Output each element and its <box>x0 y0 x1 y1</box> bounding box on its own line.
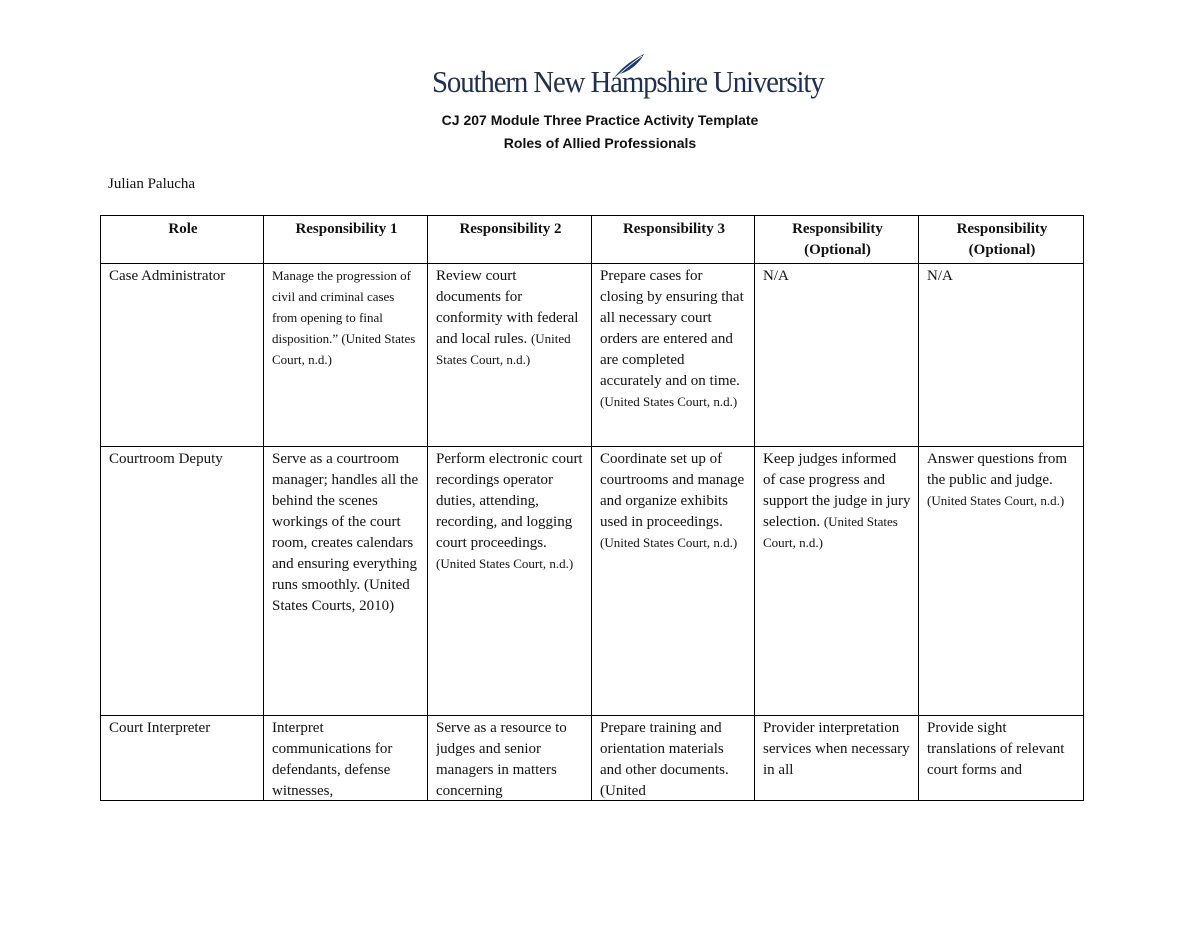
responsibility-cell <box>592 264 755 447</box>
document-title: CJ 207 Module Three Practice Activity Template <box>441 112 759 128</box>
cell-text: Interpret communications for defendants, defense witnesses, <box>272 720 393 798</box>
cell-citation: (United States Court, n.d.) <box>763 514 898 550</box>
cell-citation: (United States Court, n.d.) <box>600 535 738 550</box>
table-row <box>101 716 1084 801</box>
cell-citation: (United States Court, n.d.) <box>927 493 1065 508</box>
cell-text: Coordinate set up of courtrooms and manage and organize exhibits used in proceedings. <box>600 451 745 530</box>
role-cell: Case Administrator <box>101 264 264 447</box>
responsibility-cell <box>919 264 1084 447</box>
responsibility-cell <box>264 447 428 716</box>
feather-logo-icon <box>610 52 648 80</box>
header-responsibility-optional-1: Responsibility (Optional) <box>755 216 919 264</box>
cell-text: N/A <box>927 268 953 284</box>
header-responsibility-3: Responsibility 3 <box>592 216 755 264</box>
document-subtitle: Roles of Allied Professionals <box>503 135 697 151</box>
table-row <box>101 264 1084 447</box>
cell-text: Perform electronic court recordings operator duties, attending, recording, and logging court proceedings. <box>436 451 583 551</box>
cell-text: Serve as a resource to judges and senior managers in matters concerning <box>436 720 567 798</box>
cell-text: Court Interpreter <box>109 720 211 736</box>
cell-text: Provider interpretation services when necessary in all <box>763 720 910 778</box>
cell-text: Provide sight translations of relevant court forms and <box>927 720 1065 778</box>
cell-text: Prepare cases for closing by ensuring that all necessary court orders are entered and are completed accurately and on time. <box>600 268 744 389</box>
responsibility-cell <box>428 447 592 716</box>
cell-citation: (United States Court, n.d.) <box>436 331 571 367</box>
logo-wordmark: Southern New Hampshire University <box>432 64 824 99</box>
responsibility-cell <box>755 447 919 716</box>
responsibility-cell <box>428 264 592 447</box>
cell-text: N/A <box>763 268 789 284</box>
responsibility-cell <box>592 447 755 716</box>
cell-citation: (United States Court, n.d.) <box>436 556 574 571</box>
author-name: Julian Palucha <box>108 176 196 192</box>
table-row <box>101 447 1084 716</box>
responsibility-cell <box>264 264 428 447</box>
role-cell: Courtroom Deputy <box>101 447 264 716</box>
cell-citation: (United States Court, n.d.) <box>600 394 738 409</box>
cell-text: Serve as a courtroom manager; handles all the behind the scenes workings of the court room, creates calendars and ensuring everything runs smoothly. (United States Courts, 2010) <box>272 451 419 614</box>
cell-text: Manage the progression of civil and criminal cases from opening to final disposition.” (United States Court, n.d.) <box>272 268 416 367</box>
responsibility-cell <box>919 447 1084 716</box>
responsibility-cell <box>264 716 428 801</box>
university-logo <box>432 52 824 104</box>
responsibility-cell <box>755 716 919 801</box>
header-responsibility-2: Responsibility 2 <box>428 216 592 264</box>
role-cell <box>101 716 264 801</box>
cell-text: Review court documents for conformity with federal and local rules. <box>436 268 579 347</box>
header-role: Role <box>101 216 264 264</box>
cell-text: Answer questions from the public and judge. <box>927 451 1067 488</box>
roles-table <box>100 215 1084 801</box>
header-responsibility-1: Responsibility 1 <box>264 216 428 264</box>
table-header-row <box>101 216 1084 264</box>
responsibility-cell <box>428 716 592 801</box>
header-responsibility-optional-2: Responsibility (Optional) <box>919 216 1084 264</box>
responsibility-cell <box>755 264 919 447</box>
responsibility-cell <box>592 716 755 801</box>
cell-text: Keep judges informed of case progress and support the judge in jury selection. <box>763 451 911 530</box>
responsibility-cell <box>919 716 1084 801</box>
cell-text: Prepare training and orientation materials and other documents. (United <box>600 720 729 798</box>
